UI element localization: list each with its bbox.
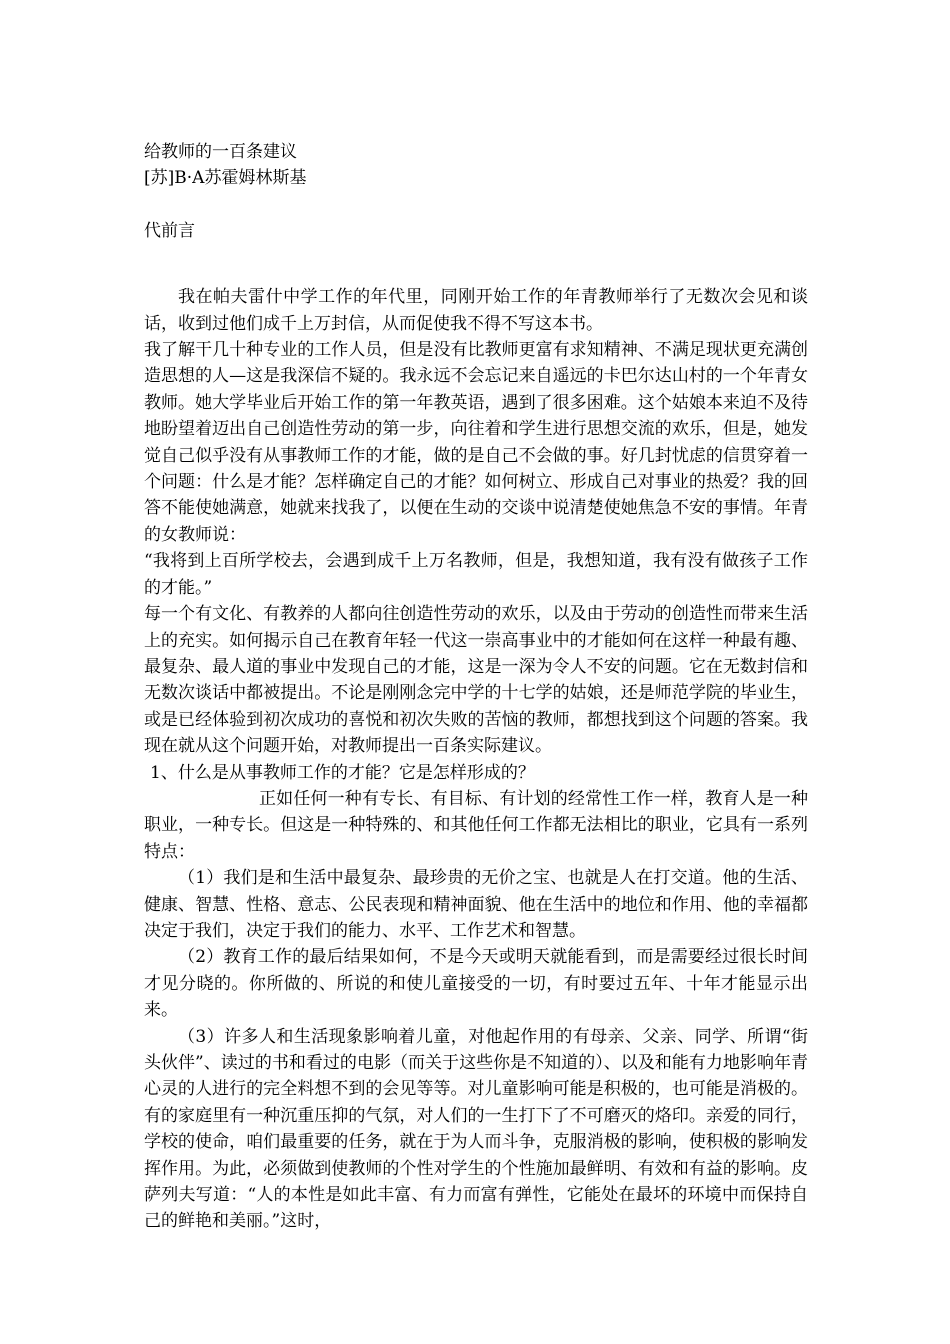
blank-line	[144, 244, 808, 284]
paragraph-creative-labor: 每一个有文化、有教养的人都向往创造性劳动的欢乐，以及由于劳动的创造性而带来生活上的充实。如何揭示自己在教育年轻一代这一崇高事业中的才能如何在这样一种最有趣、最复杂、最人道的事业中发现自己的才能，这是一深为令人不安的问题。它在无数封信和无数次谈话中都被提出。不论是刚刚念完中学的十七学的姑娘，还是师范学院的毕业生，或是已经体验到初次成功的喜悦和初次失败的苦恼的教师，都想找到这个问题的答案。我现在就从这个问题开始，对教师提出一百条实际建议。	[144, 604, 808, 757]
paragraph-intro: 我在帕夫雷什中学工作的年代里，同刚开始工作的年青教师举行了无数次会见和谈话，收到过他们成千上万封信，从而促使我不得不写这本书。	[144, 287, 808, 334]
paragraph-profession: 正如任何一种有专长、有目标、有计划的经常性工作一样，教育人是一种职业，一种专长。但这是一种特殊的、和其他任何工作都无法相比的职业，它具有一系列特点：	[144, 788, 808, 862]
preface-heading: 代前言	[144, 220, 195, 241]
document-page	[144, 139, 808, 1235]
section-heading-1: 1、什么是从事教师工作的才能？它是怎样形成的？	[150, 762, 535, 783]
paragraph-point-2: （2）教育工作的最后结果如何，不是今天或明天就能看到，而是需要经过很长时间才见分晓的。你所做的、所说的和使儿童接受的一切，有时要过五年、十年才能显示出来。	[144, 947, 808, 1021]
document-title: 给教师的一百条建议	[144, 142, 297, 162]
blank-line	[144, 192, 808, 218]
paragraph-teacher-story: 我了解干几十种专业的工作人员，但是没有比教师更富有求知精神、不满足现状更充满创造思想的人—这是我深信不疑的。我永远不会忘记来自遥远的卡巴尔达山村的一个年青女教师。她大学毕业后开始工作的第一年教英语，遇到了很多困难。这个姑娘本来迫不及待地盼望着迈出自己创造性劳动的第一步，向往着和学生进行思想交流的欢乐，但是，她发觉自己似乎没有从事教师工作的才能，做的是自己不会做的事。好几封忧虑的信贯穿着一个问题：什么是才能？怎样确定自己的才能？如何树立、形成自己对事业的热爱？我的回答不能使她满意，她就来找我了，以便在生动的交谈中说清楚使她焦急不安的事情。年青的女教师说：	[144, 340, 808, 545]
paragraph-quote: “我将到上百所学校去，会遇到成千上万名教师，但是，我想知道，我有没有做孩子工作的才能。”	[144, 551, 808, 598]
paragraph-point-3: （3）许多人和生活现象影响着儿童，对他起作用的有母亲、父亲、同学、所谓“街头伙伴”、读过的书和看过的电影（而关于这些你是不知道的）、以及和能有力地影响年青心灵的人进行的完全料想不到的会见等等。对儿童影响可能是积极的，也可能是消极的。有的家庭里有一种沉重压抑的气氛，对人们的一生打下了不可磨灭的烙印。亲爱的同行，学校的使命，咱们最重要的任务，就在于为人而斗争，克服消极的影响，使积极的影响发挥作用。为此，必须做到使教师的个性对学生的个性施加最鲜明、有效和有益的影响。皮萨列夫写道：“人的本性是如此丰富、有力而富有弹性，它能处在最坏的环境中而保持自己的鲜艳和美丽。”这时，	[144, 1026, 808, 1232]
paragraph-point-1: （1）我们是和生活中最复杂、最珍贵的无价之宝、也就是人在打交道。他的生活、健康、智慧、性格、意志、公民表现和精神面貌、他在生活中的地位和作用、他的幸福都决定于我们，决定于我们的能力、水平、工作艺术和智慧。	[144, 868, 808, 941]
document-author: [苏]B·A苏霍姆林斯基	[144, 168, 307, 189]
